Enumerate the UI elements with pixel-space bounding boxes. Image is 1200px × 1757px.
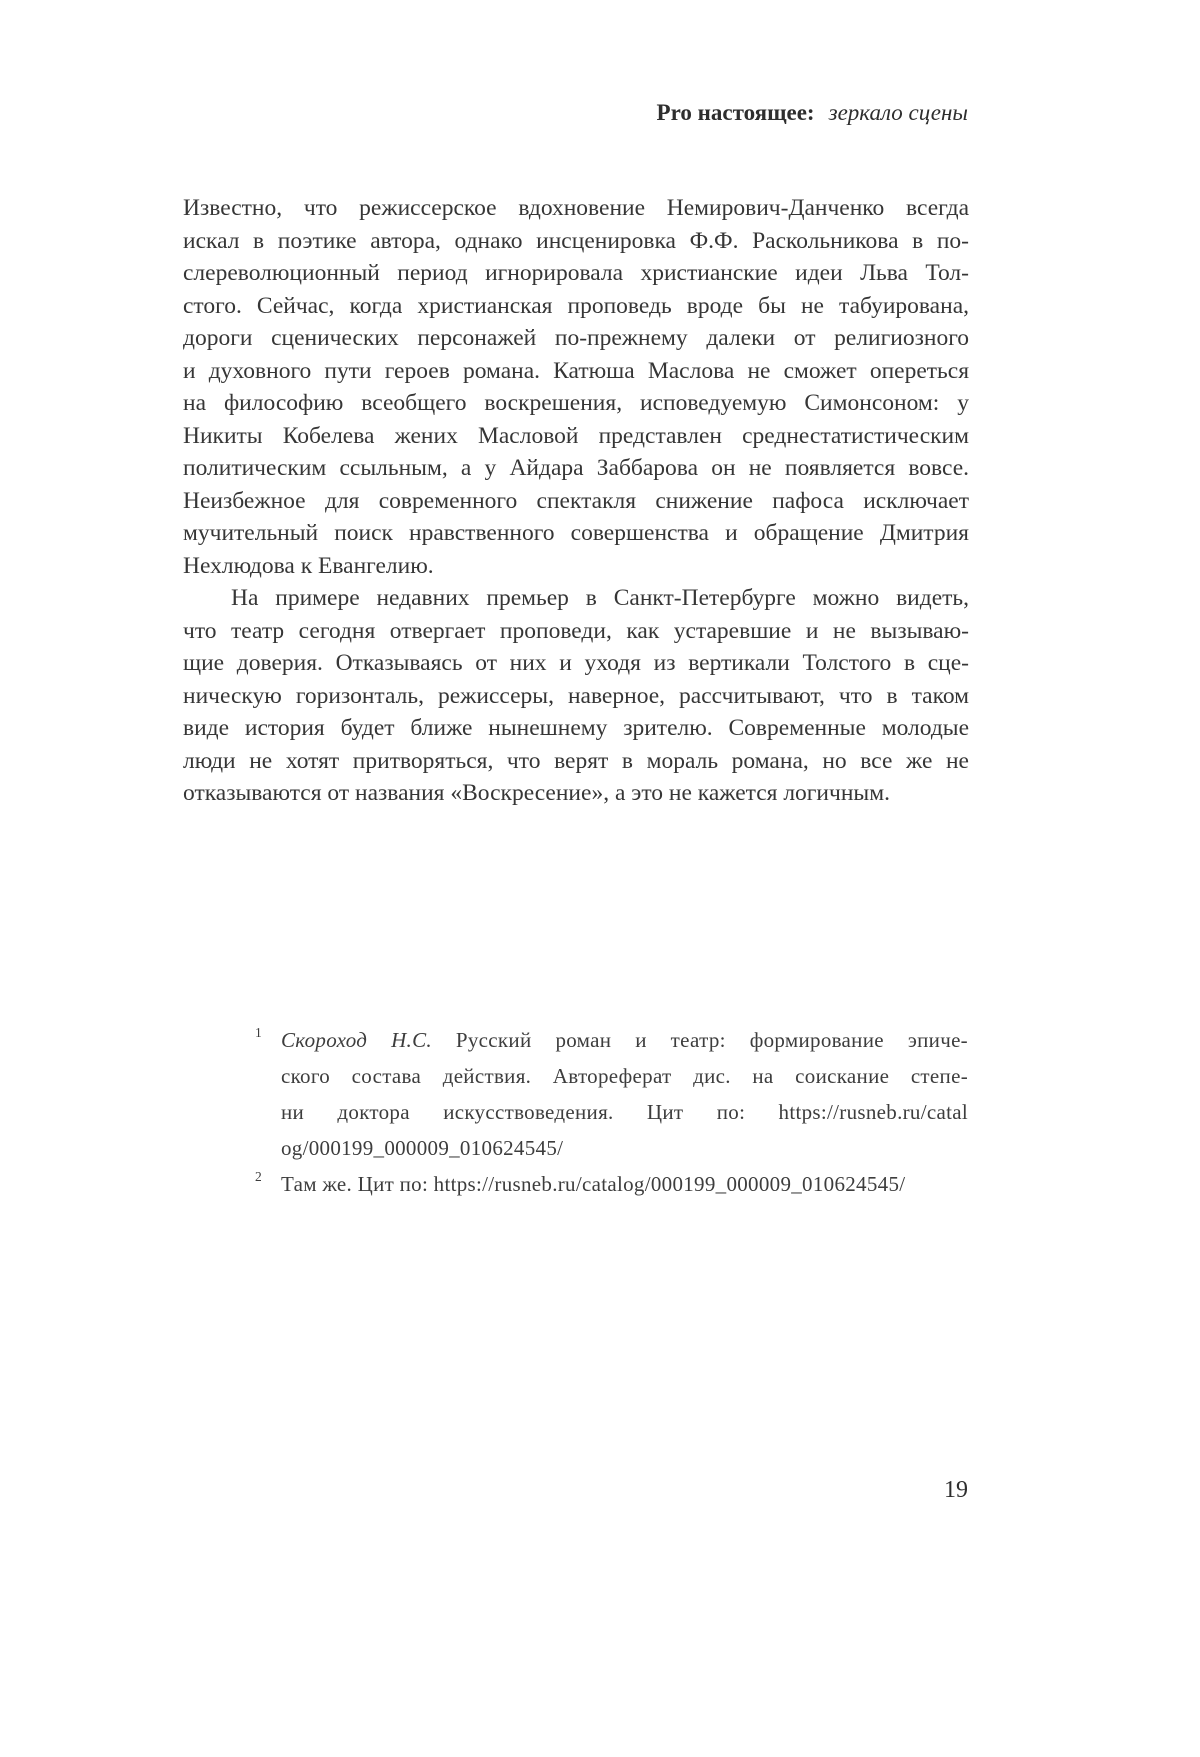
footnote-text <box>281 1166 968 1202</box>
text-line: искал в поэтике автора, однако инсценировка Ф.Ф. Раскольникова в по- <box>183 227 969 254</box>
footnote <box>255 1022 968 1166</box>
text-line: люди не хотят притворяться, что верят в мораль романа, но все же не <box>183 747 969 774</box>
paragraph <box>183 192 969 582</box>
footnote-marker: 1 <box>255 1025 263 1040</box>
paragraph <box>183 582 969 810</box>
text-line: что театр сегодня отвергает проповеди, как устаревшие и не вызываю- <box>183 617 969 644</box>
text-line: стого. Сейчас, когда христианская проповедь вроде бы не табуирована, <box>183 292 969 319</box>
text-line: Нехлюдова к Евангелию. <box>183 552 434 579</box>
text-line: Неизбежное для современного спектакля снижение пафоса исключает <box>183 487 969 514</box>
body-text <box>183 192 969 810</box>
footnote-text <box>281 1022 968 1166</box>
text-line: Известно, что режиссерское вдохновение Немирович-Данченко всегда <box>183 195 969 221</box>
footnote-line: Там же. Цит по: https://rusneb.ru/catalog/000199_000009_010624545/ <box>281 1172 906 1196</box>
running-header-section: Pro настоящее: <box>656 100 815 125</box>
footnote-line: Скороход Н.С. Русский роман и театр: формирование эпиче- <box>281 1028 968 1052</box>
text-line: щие доверия. Отказываясь от них и уходя из вертикали Толстого в сце- <box>183 650 969 676</box>
text-line: Никиты Кобелева жених Масловой представлен среднестатистическим <box>183 422 969 449</box>
footnote-marker: 2 <box>255 1169 263 1184</box>
footnote <box>255 1166 968 1202</box>
text-line: отказываются от названия «Воскресение», а это не кажется логичным. <box>183 780 890 806</box>
footnotes-block <box>255 1022 968 1202</box>
footnote-line: ни доктора искусствоведения. Цит по: https://rusneb.ru/catal <box>281 1100 968 1124</box>
running-header <box>657 100 968 126</box>
text-line: виде история будет ближе нынешнему зрителю. Современные молодые <box>183 715 969 741</box>
running-header-subtitle: зеркало сцены <box>828 100 968 125</box>
footnote-line: ского состава действия. Автореферат дис. на соискание степе- <box>281 1064 968 1088</box>
footnote-author-italic: Скороход Н.С. <box>281 1028 456 1052</box>
text-line: слереволюционный период игнорировала христианские идеи Льва Тол- <box>183 260 969 286</box>
text-line: дороги сценических персонажей по-прежнему далеки от религиозного <box>183 325 969 351</box>
text-line: и духовного пути героев романа. Катюша Маслова не сможет опереться <box>183 357 969 384</box>
text-line: политическим ссыльным, а у Айдара Заббарова он не появляется вовсе. <box>183 455 969 481</box>
text-line: ническую горизонталь, режиссеры, наверное, рассчитывают, что в таком <box>183 682 969 709</box>
text-line: На примере недавних премьер в Санкт-Петербурге можно видеть, <box>231 585 969 611</box>
page-number: 19 <box>944 1477 968 1503</box>
footnote-line: og/000199_000009_010624545/ <box>281 1136 564 1160</box>
text-line: на философию всеобщего воскрешения, исповедуемую Симонсоном: у <box>183 390 969 416</box>
text-line: мучительный поиск нравственного совершенства и обращение Дмитрия <box>183 520 969 546</box>
